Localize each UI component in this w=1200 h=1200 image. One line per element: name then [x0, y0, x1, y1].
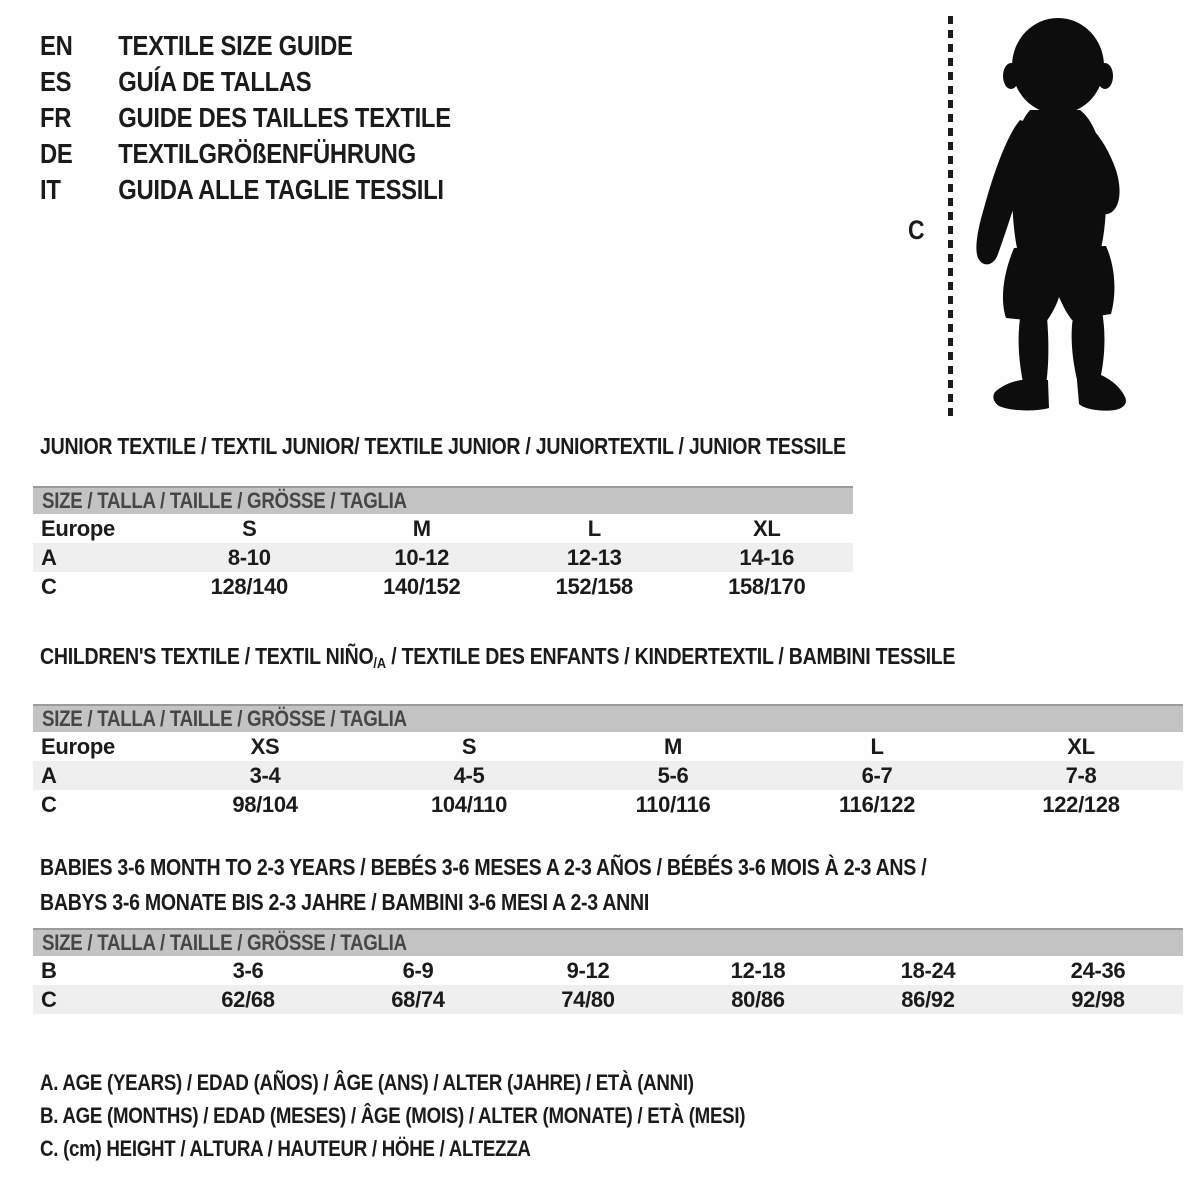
row-label-cell: Europe	[41, 515, 115, 541]
value-cell: 5-6	[657, 762, 689, 788]
section-title	[40, 432, 853, 460]
value-cell: 116/122	[838, 791, 916, 817]
value-cell: 80/86	[731, 986, 785, 1012]
value-cell: S	[461, 733, 477, 759]
value-cell: 86/92	[901, 986, 955, 1012]
section-title-line: BABIES 3-6 MONTH TO 2-3 YEARS / BEBÉS 3-6 MESES A 2-3 AÑOS / BÉBÉS 3-6 MOIS À 2-3 ANS /	[40, 854, 927, 880]
value-cell: XL	[753, 515, 781, 541]
row-label-cell: A	[41, 544, 57, 570]
value-cell: 24-36	[1070, 957, 1126, 983]
size-header-bar	[33, 704, 1183, 732]
language-list	[40, 28, 523, 208]
value-cell: 10-12	[394, 544, 450, 570]
value-cell: M	[412, 515, 431, 541]
size-header-bar	[33, 928, 1183, 956]
section-title	[40, 850, 1183, 920]
value-cell: 4-5	[453, 762, 485, 788]
legend-line: B. AGE (MONTHS) / EDAD (MESES) / ÂGE (MOIS) / ALTER (MONATE) / ETÀ (MESI)	[40, 1102, 746, 1128]
row-label-cell: B	[41, 957, 57, 983]
table-row	[33, 985, 1183, 1014]
legend	[40, 1066, 870, 1165]
row-label-cell: A	[41, 762, 57, 788]
value-cell: 8-10	[227, 544, 271, 570]
value-cell: 6-7	[861, 762, 893, 788]
value-cell: 152/158	[555, 573, 633, 599]
value-cell: 9-12	[566, 957, 610, 983]
section-title-line: BABYS 3-6 MONATE BIS 2-3 JAHRE / BAMBINI 3-6 MESI A 2-3 ANNI	[40, 889, 650, 915]
table-row	[33, 761, 1183, 790]
language-label: TEXTILE SIZE GUIDE	[118, 30, 353, 61]
row-label-cell: C	[41, 791, 57, 817]
value-cell: XS	[250, 733, 280, 759]
legend-line: A. AGE (YEARS) / EDAD (AÑOS) / ÂGE (ANS) / ALTER (JAHRE) / ETÀ (ANNI)	[40, 1069, 694, 1095]
value-cell: 110/116	[635, 791, 711, 817]
language-label: GUIDE DES TAILLES TEXTILE	[118, 102, 451, 133]
size-section	[33, 432, 853, 601]
height-dashed-line	[948, 16, 953, 416]
language-row	[40, 136, 451, 172]
size-table	[33, 732, 1183, 819]
size-header-label: SIZE / TALLA / TAILLE / GRÖSSE / TAGLIA	[42, 706, 407, 731]
value-cell: L	[870, 733, 884, 759]
table-row	[33, 732, 1183, 761]
value-cell: 98/104	[232, 791, 298, 817]
size-table	[33, 956, 1183, 1014]
size-header-bar	[33, 486, 853, 514]
row-label-cell: Europe	[41, 733, 115, 759]
value-cell: 12-18	[730, 957, 786, 983]
value-cell: 14-16	[739, 544, 795, 570]
toddler-silhouette	[966, 14, 1146, 418]
language-row	[40, 100, 451, 136]
language-label: TEXTILGRÖßENFÜHRUNG	[118, 138, 416, 169]
section-title-line: JUNIOR TEXTILE / TEXTIL JUNIOR/ TEXTILE JUNIOR / JUNIORTEXTIL / JUNIOR TESSILE	[40, 433, 846, 459]
language-code: ES	[40, 66, 72, 97]
language-row	[40, 64, 451, 100]
value-cell: 140/152	[383, 573, 461, 599]
size-section	[33, 642, 1183, 819]
value-cell: 7-8	[1065, 762, 1097, 788]
value-cell: 92/98	[1071, 986, 1125, 1012]
table-row	[33, 790, 1183, 819]
language-label: GUIDA ALLE TAGLIE TESSILI	[118, 174, 444, 205]
size-header-label: SIZE / TALLA / TAILLE / GRÖSSE / TAGLIA	[42, 488, 407, 513]
language-label: GUÍA DE TALLAS	[118, 66, 312, 97]
value-cell: XL	[1067, 733, 1095, 759]
language-code: EN	[40, 30, 73, 61]
value-cell: 62/68	[221, 986, 275, 1012]
size-header-label: SIZE / TALLA / TAILLE / GRÖSSE / TAGLIA	[42, 930, 407, 955]
value-cell: M	[663, 733, 682, 759]
value-cell: 104/110	[430, 791, 508, 817]
row-label-cell: C	[41, 986, 57, 1012]
value-cell: 3-6	[232, 957, 264, 983]
value-cell: L	[587, 515, 601, 541]
language-row	[40, 172, 451, 208]
size-table	[33, 514, 853, 601]
value-cell: S	[242, 515, 257, 541]
value-cell: 12-13	[566, 544, 622, 570]
value-cell: 128/140	[210, 573, 288, 599]
language-code: FR	[40, 102, 72, 133]
table-row	[33, 956, 1183, 985]
table-row	[33, 543, 853, 572]
language-code: IT	[40, 174, 61, 205]
table-row	[33, 572, 853, 601]
value-cell: 68/74	[391, 986, 445, 1012]
value-cell: 122/128	[1042, 791, 1120, 817]
table-row	[33, 514, 853, 543]
section-title	[40, 642, 1183, 678]
height-line-label: C	[908, 215, 925, 245]
value-cell: 158/170	[728, 573, 806, 599]
language-row	[40, 28, 451, 64]
value-cell: 6-9	[402, 957, 434, 983]
value-cell: 74/80	[561, 986, 615, 1012]
value-cell: 3-4	[249, 762, 281, 788]
row-label-cell: C	[41, 573, 57, 599]
language-code: DE	[40, 138, 73, 169]
legend-line: C. (cm) HEIGHT / ALTURA / HAUTEUR / HÖHE / ALTEZZA	[40, 1135, 531, 1161]
size-section	[33, 850, 1183, 1014]
value-cell: 18-24	[900, 957, 956, 983]
section-title-line: CHILDREN'S TEXTILE / TEXTIL NIÑO/A / TEXTILE DES ENFANTS / KINDERTEXTIL / BAMBINI TESSILE	[40, 643, 956, 672]
